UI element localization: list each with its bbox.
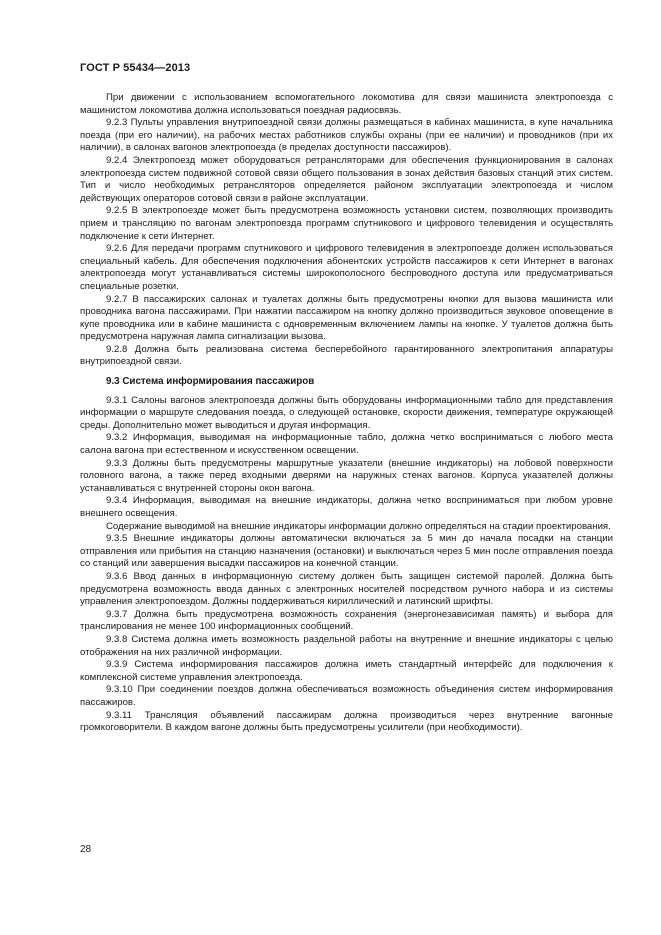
paragraph: 9.3.11 Трансляция объявлений пассажирам должна производиться через внутренние вагонные громкоговорители. В каждом вагоне должны быть предусмотрены усилители (при необходимости). xyxy=(80,709,613,734)
document-body xyxy=(80,92,613,735)
paragraph: 9.3.1 Салоны вагонов электропоезда должны быть оборудованы информационными табло для представления информации о маршруте следования поезда, о следующей остановке, скорости движения, температуре окружающей среды. Дополнительно может выводиться и другая информация. xyxy=(80,394,613,431)
paragraph: 9.3.6 Ввод данных в информационную систему должен быть защищен системой паролей. Должна быть предусмотрена возможность ввода данных с электронных носителей посредством ручного набора и из системы управления электропоездом. Должны поддерживаться кириллический и латинский шрифты. xyxy=(80,570,613,608)
paragraph: 9.3.2 Информация, выводимая на информационные табло, должна четко восприниматься с любого места салона вагона при естественном и искусственном освещении. xyxy=(80,432,613,457)
paragraph: 9.3.4 Информация, выводимая на внешние индикаторы, должна четко восприниматься при любом уровне внешнего освещения. xyxy=(80,495,613,519)
paragraph: Содержание выводимой на внешние индикаторы информации должно определяться на стадии проектирования. xyxy=(106,520,611,532)
paragraph: 9.3.10 При соединении поездов должна обеспечиваться возможность объединения систем информирования пассажиров. xyxy=(80,684,613,708)
document-code-header: ГОСТ Р 55434—2013 xyxy=(80,62,191,74)
section-heading: 9.3 Система информирования пассажиров xyxy=(106,376,315,388)
paragraph: 9.3.8 Система должна иметь возможность раздельной работы на внутренние и внешние индикаторы с целью отображения на них различной информации. xyxy=(80,633,613,658)
paragraph: 9.2.5 В электропоезде может быть предусмотрена возможность установки систем, позволяющих производить прием и трансляцию по вагонам электропоезда программ спутникового и цифрового телевидения и осуществлять подключение к сети Интернет. xyxy=(80,205,613,242)
paragraph: 9.3.9 Система информирования пассажиров должна иметь стандартный интерфейс для подключения к комплексной системе управления электропоезда. xyxy=(80,659,613,683)
paragraph: 9.2.3 Пульты управления внутрипоездной связи должны размещаться в кабинах машиниста, в купе начальника поезда (при его наличии), на рабочих местах работников службы охраны (при ее наличии) и проводников (при их наличии), в салонах вагонов электропоезда (в пределах доступности пассажиров). xyxy=(80,117,613,154)
paragraph: 9.3.5 Внешние индикаторы должны автоматически включаться за 5 мин до начала посадки на станции отправления или прибытия на станцию назначения (остановки) и выключаться через 5 мин после отправления поезда со станций или завершения высадки пассажиров на конечной станции. xyxy=(80,533,613,570)
paragraph: 9.3.3 Должны быть предусмотрены маршрутные указатели (внешние индикаторы) на лобовой поверхности головного вагона, а также перед входными дверями на наружных стенах вагонов. Корпуса указателей должны устанавливаться с внутренней стороны окон вагона. xyxy=(80,457,613,494)
paragraph: 9.2.7 В пассажирских салонах и туалетах должны быть предусмотрены кнопки для вызова машиниста или проводника вагона пассажирами. При нажатии пассажиром на кнопку должно производиться звуковое оповещение в купе проводника или в кабине машиниста с одновременным включением лампы на кнопке. У туалетов должна быть предусмотрена наружная лампа сигнализации вызова. xyxy=(80,293,613,343)
paragraph: При движении с использованием вспомогательного локомотива для связи машиниста электропоезда с машинистом локомотива должна использоваться поездная радиосвязь. xyxy=(80,92,613,116)
paragraph: 9.2.4 Электропоезд может оборудоваться ретрансляторами для обеспечения функционирования в салонах электропоезда систем подвижной сотовой связи общего пользования в зонах действия базовых станций этих систем. Тип и число необходимых ретрансляторов определяется районом эксплуатации электропоезда и числом действующих операторов сотовой связи в районе эксплуатации. xyxy=(80,154,613,204)
paragraph: 9.3.7 Должна быть предусмотрена возможность сохранения (энергонезависимая память) и выбора для транслирования не менее 100 информационных сообщений. xyxy=(80,608,613,633)
paragraph: 9.2.8 Должна быть реализована система бесперебойного гарантированного электропитания аппаратуры внутрипоездной связи. xyxy=(80,343,613,368)
paragraph: 9.2.6 Для передачи программ спутникового и цифрового телевидения в электропоезде должен использоваться специальный кабель. Для обеспечения подключения абонентских устройств пассажиров к сети Интернет в вагонах электропоезда могут устанавливаться системы широкополосного беспроводного доступа или предусматриваться специальные розетки. xyxy=(80,243,613,292)
page-number: 28 xyxy=(80,844,92,855)
